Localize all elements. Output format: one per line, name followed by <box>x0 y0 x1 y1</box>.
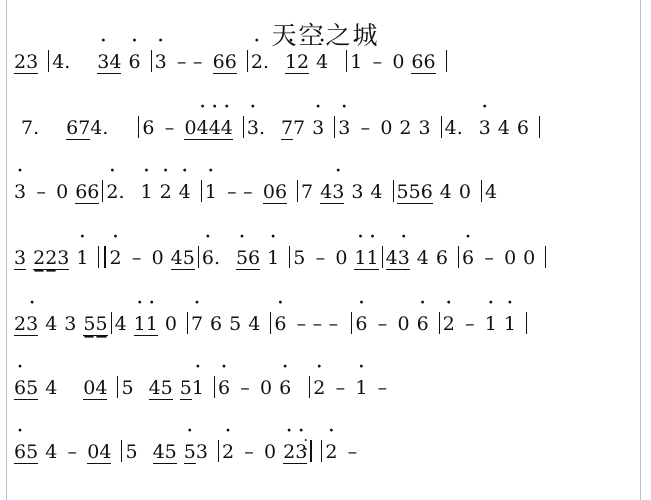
note: · 1 <box>76 247 88 269</box>
note: 2 <box>399 117 412 139</box>
note: 4 <box>52 51 65 73</box>
bar-line <box>351 312 352 334</box>
note: 4 <box>109 51 122 73</box>
note: · 2 <box>106 181 118 203</box>
rest: 0 <box>264 441 277 463</box>
sustain-dash: – <box>335 377 346 399</box>
sustain-dash: – <box>372 51 383 73</box>
right-margin-guide <box>640 0 641 500</box>
note: 4 <box>152 441 165 463</box>
bar-line <box>297 180 298 202</box>
bar-line <box>138 116 139 138</box>
note: 5 <box>408 181 421 203</box>
note: 6 <box>411 51 424 73</box>
note: 6 <box>516 117 529 139</box>
note: 4 <box>385 247 398 269</box>
note: 2 <box>33 247 46 269</box>
note: · 5 <box>236 247 248 270</box>
sustain-dash: – <box>131 247 142 269</box>
note: · 6 <box>14 441 26 464</box>
note: 6 <box>274 181 288 203</box>
note: 5 <box>179 377 192 399</box>
note: 4 <box>45 377 58 399</box>
note: · 1 <box>350 51 362 73</box>
staff-line-2 <box>14 116 636 162</box>
note: 3 <box>14 247 27 269</box>
bar-line <box>441 116 442 138</box>
note: · 1 <box>485 313 497 335</box>
rest: 0 <box>262 181 275 203</box>
staff-line-6 <box>14 376 636 422</box>
note: · 2 <box>283 441 295 464</box>
bar-line <box>102 180 103 202</box>
rest: 0 <box>151 247 164 269</box>
note: 4 <box>370 181 383 203</box>
note: 6 <box>423 51 436 73</box>
rest: 0 <box>260 377 273 399</box>
sustain-dash: – <box>36 181 46 203</box>
note: 3 <box>351 181 364 203</box>
rest: 0 <box>56 181 69 203</box>
staff-line-7 <box>14 440 636 486</box>
note: 6 <box>210 313 223 335</box>
note: 6 <box>75 181 88 203</box>
note: · 1 <box>504 313 516 335</box>
sustain-dash: – <box>360 117 371 139</box>
note: · 4 <box>316 51 328 73</box>
note: 4 <box>444 117 457 139</box>
note: · 3 <box>155 51 167 73</box>
bar-line <box>382 246 383 268</box>
note: · 3 <box>312 117 324 139</box>
note: 6 <box>420 181 433 203</box>
note: · 2 <box>313 377 325 399</box>
bar-line <box>270 312 271 334</box>
note: 2 <box>14 313 27 335</box>
note: · 2 <box>443 313 455 335</box>
note: 7 <box>280 117 294 139</box>
sustain-dash: – <box>315 247 326 269</box>
note: 4 <box>497 117 510 139</box>
note: 5 <box>182 247 195 269</box>
note: · 3 <box>295 441 307 464</box>
note: · 3 <box>14 181 26 203</box>
note: 5 <box>164 441 177 463</box>
bar-line <box>48 50 49 72</box>
bar-line <box>218 440 219 462</box>
note: 3 <box>195 441 208 463</box>
rest: 0 <box>87 441 100 463</box>
sustain-dash: – <box>465 313 475 335</box>
note: · 5 <box>184 441 196 464</box>
note: · 6 <box>128 51 140 73</box>
bar-line <box>446 50 447 72</box>
bar-line <box>309 376 310 398</box>
note: 4 <box>114 313 127 335</box>
note: 7 <box>301 181 314 203</box>
note: 6 <box>224 51 237 73</box>
page-title: 天空之城 <box>271 21 380 50</box>
augmentation-dot: . <box>33 117 40 139</box>
bar-line <box>289 246 290 268</box>
sustain-dash: – <box>176 51 187 73</box>
bar-line <box>346 50 347 72</box>
sustain-dash: – <box>312 313 323 335</box>
sustain-dash: – <box>377 377 388 399</box>
bar-line <box>121 440 122 462</box>
note: 6 <box>248 247 261 269</box>
rest: 0 <box>184 117 197 139</box>
note: 2 <box>14 51 27 73</box>
note: · 3 <box>97 51 109 74</box>
rest: 0 <box>335 247 348 269</box>
sustain-dash: – <box>484 247 494 269</box>
note: 6 <box>142 117 155 139</box>
sustain-dash: – <box>377 313 388 335</box>
rest: 0 <box>83 377 96 399</box>
bar-line <box>439 312 440 334</box>
note: 4 <box>90 117 103 139</box>
note: · 6 <box>462 247 474 269</box>
note: · 2 <box>251 51 263 73</box>
note: 4 <box>320 181 333 203</box>
bar-line <box>198 246 199 268</box>
bar-line <box>187 312 188 334</box>
sustain-dash: – <box>67 441 78 463</box>
sustain-dash: – <box>296 313 307 335</box>
note: · 6 <box>279 377 291 399</box>
note: 4 <box>148 377 161 399</box>
note: · 2 <box>325 441 337 463</box>
note: · 1 <box>367 247 379 270</box>
note: · 6 <box>274 313 286 335</box>
note: 4 <box>416 247 429 269</box>
note: · 3 <box>479 117 491 139</box>
note: · 4 <box>221 117 233 140</box>
note: 4 <box>45 313 58 335</box>
note: 4 <box>248 313 261 335</box>
note: · 7 <box>191 313 203 335</box>
note: 7 <box>78 117 91 139</box>
note: · 3 <box>332 181 344 204</box>
note: · 1 <box>192 377 204 399</box>
bar-line <box>393 180 394 202</box>
staff-line-4 <box>14 246 636 292</box>
left-margin-guide <box>6 0 7 500</box>
augmentation-dot: . <box>102 117 109 139</box>
bar-line <box>247 50 248 72</box>
note: 4 <box>484 181 498 203</box>
note: · 3 <box>247 117 259 139</box>
note: 5 <box>95 313 108 335</box>
rest: 0 <box>380 117 393 139</box>
bar-line <box>201 180 202 202</box>
sustain-dash: – <box>243 181 253 203</box>
note: 5 <box>160 377 173 399</box>
bar-line <box>526 312 527 334</box>
note: 5 <box>26 377 39 399</box>
note: 4 <box>95 377 108 399</box>
note: · 3 <box>338 117 350 139</box>
bar-line <box>111 312 112 334</box>
note: 5 <box>293 247 306 269</box>
note: · 6 <box>417 313 429 335</box>
note: · 1 <box>285 51 297 74</box>
note: 3 <box>418 117 431 139</box>
note: · 4 <box>209 117 221 140</box>
augmentation-dot: . <box>213 247 220 269</box>
bar-line <box>334 116 335 138</box>
augmentation-dot: . <box>456 117 463 139</box>
note: 3 <box>57 247 70 269</box>
sustain-dash: – <box>227 181 237 203</box>
note: · 1 <box>140 181 152 203</box>
rest: 0 <box>458 181 471 203</box>
sustain-dash: – <box>328 313 339 335</box>
note: · 6 <box>202 247 214 269</box>
note: · 2 <box>160 181 172 203</box>
staff-line-1 <box>14 50 636 96</box>
note: · 6 <box>14 377 26 400</box>
note: · 4 <box>197 117 209 140</box>
note: · 2 <box>109 247 121 269</box>
bar-line <box>481 180 482 202</box>
double-bar-line <box>98 246 106 268</box>
rest: 0 <box>397 313 410 335</box>
note: 3 <box>26 51 39 73</box>
note: · 2 <box>222 441 234 463</box>
staff-line-3 <box>14 180 636 226</box>
note: 6 <box>66 117 79 139</box>
note: · 6 <box>218 377 230 399</box>
note: · 1 <box>354 247 366 270</box>
note: · 3 <box>26 313 38 336</box>
note: 5 <box>121 377 134 399</box>
note: 5 <box>26 441 39 463</box>
bar-line <box>214 376 215 398</box>
note: 2 <box>45 247 58 269</box>
sustain-dash: – <box>164 117 175 139</box>
sustain-dash: – <box>240 377 250 399</box>
note: 3 <box>64 313 77 335</box>
repeat-end-bar-line <box>310 440 322 462</box>
note: 4 <box>170 247 183 269</box>
augmentation-dot: . <box>118 181 125 203</box>
note: · 4 <box>179 181 191 203</box>
note: · 1 <box>146 313 158 336</box>
augmentation-dot: . <box>64 51 71 73</box>
note: · 6 <box>355 313 367 335</box>
note: 6 <box>87 181 100 203</box>
sustain-dash: – <box>244 441 254 463</box>
staff-line-5 <box>14 312 636 358</box>
note: 5 <box>396 181 409 203</box>
bar-line <box>458 246 459 268</box>
note: 4 <box>99 441 112 463</box>
bar-line <box>539 116 540 138</box>
note: · 1 <box>134 313 146 336</box>
note: · 3 <box>398 247 410 270</box>
note: · 1 <box>267 247 279 269</box>
sustain-dash: – <box>347 441 358 463</box>
sustain-dash: – <box>192 51 203 73</box>
rest: 0 <box>523 247 536 269</box>
bar-line <box>151 50 152 72</box>
augmentation-dot: . <box>258 117 265 139</box>
note: 5 <box>125 441 138 463</box>
note: 7 <box>293 117 306 139</box>
note: 6 <box>212 51 225 73</box>
note: 6 <box>435 247 448 269</box>
rest: 0 <box>504 247 517 269</box>
augmentation-dot: . <box>262 51 269 73</box>
rest: 0 <box>164 313 177 335</box>
note: 4 <box>45 441 58 463</box>
note: · 1 <box>355 377 367 399</box>
note: · 2 <box>297 51 309 74</box>
rest: 0 <box>392 51 405 73</box>
note: 4 <box>439 181 452 203</box>
note: · 1 <box>205 181 217 203</box>
note: 5 <box>83 313 96 335</box>
note: 7 <box>21 117 34 139</box>
bar-line <box>545 246 546 268</box>
note: 5 <box>229 313 242 335</box>
bar-line <box>117 376 118 398</box>
bar-line <box>243 116 244 138</box>
